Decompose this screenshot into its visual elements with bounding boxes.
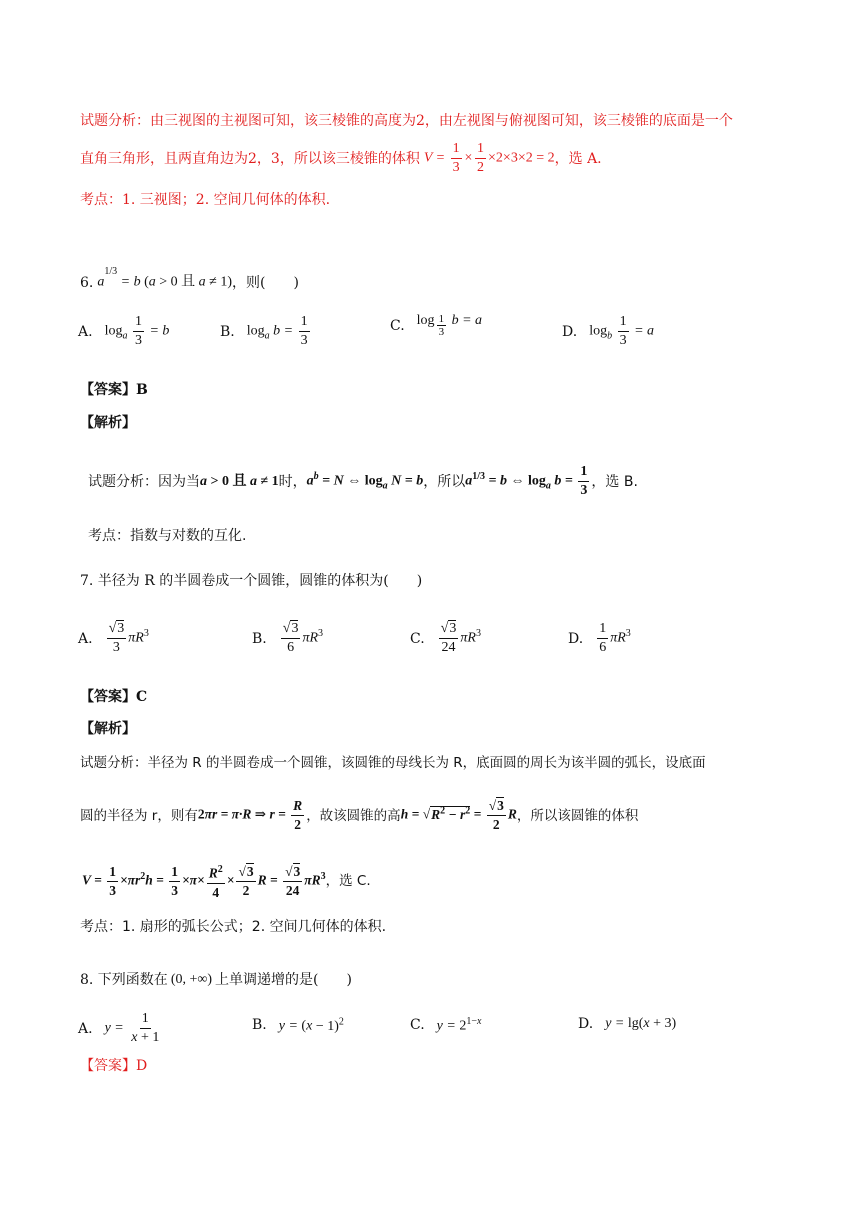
q8-interval: (0, +∞) [170, 972, 213, 987]
option-label: D. [578, 1016, 594, 1032]
q8-stem-text: 8. 下列函数在 [80, 972, 168, 988]
q8-option-b[interactable] [252, 1016, 344, 1035]
q5-analysis-line2 [80, 140, 602, 177]
q8-option-d[interactable] [578, 1016, 676, 1032]
q7-volume-formula: V = $\frac{1}{3}$ $\times\pi r^2h$ = $\frac{1}{3}$ ×π× $\frac{R^2}{4}$ × $\frac{√3}{2}$ R = $\frac{√3}{24}$ $\pi R^3$ [82, 861, 326, 902]
q6-choice: ，选 B. [591, 473, 638, 490]
q7-option-b[interactable] [252, 620, 323, 657]
q6-option-c[interactable] [390, 313, 482, 338]
option-formula: y = $\frac{1}{x + 1}$ [104, 1011, 160, 1045]
q6-analysis-text: ，所以 [423, 473, 466, 490]
q8-option-c[interactable] [410, 1016, 481, 1035]
q5-kaodian: 考点：1. 三视图；2. 空间几何体的体积. [80, 192, 331, 208]
q7-analysis-text: ，所以该圆锥的体积 [516, 807, 639, 824]
q8-answer: 【答案】D [80, 1058, 148, 1074]
option-label: C. [410, 630, 425, 647]
option-formula: $\frac{1}{6}$ $\pi R^3$ [599, 621, 631, 655]
q5-volume-formula: V = $\frac{1}{3}$ × $\frac{1}{2}$ ×2×3×2 = 2 [423, 141, 555, 175]
q6-result-formula: $a^{1/3} = b$ ⇔ $\log_a b$ = $\frac{1}{3}$ [465, 464, 588, 498]
q7-answer: 【答案】C [80, 689, 148, 705]
q6-option-d[interactable] [562, 313, 654, 350]
option-formula: $\frac{√3}{3}$ $\pi R^3$ [108, 621, 149, 655]
option-formula: $y = (x - 1)^2$ [278, 1016, 344, 1034]
q6-analysis-text: 时， [278, 473, 307, 490]
q7-option-d[interactable] [568, 620, 631, 657]
q7-analysis-line3 [82, 861, 371, 902]
q7-analysis-text: ，故该圆锥的高 [306, 807, 401, 824]
q8-stem-tail: 上单调递增的是( ) [215, 972, 352, 988]
q6-equivalence-formula: $a^b = N$ ⇔ $\log_a N = b$ [306, 470, 424, 492]
option-formula: $\log_a b$ = $\frac{1}{3}$ [246, 314, 308, 348]
q6-option-a[interactable] [78, 313, 169, 350]
q7-analysis-text: 圆的半径为 r，则有 [80, 807, 198, 824]
option-label: B. [252, 630, 267, 647]
q6-stem [80, 268, 299, 293]
q5-analysis-text: 直角三角形，且两直角边为2，3，所以该三棱锥的体积 [80, 150, 420, 167]
option-label: C. [390, 317, 405, 334]
q7-option-a[interactable] [78, 620, 149, 657]
option-formula: $\frac{√3}{24}$ $\pi R^3$ [440, 621, 481, 655]
option-formula: $y = 2^{1-x}$ [436, 1016, 482, 1034]
option-label: A. [78, 1020, 93, 1037]
q6-kaodian: 考点：指数与对数的互化. [88, 528, 247, 544]
q6-analysis-text: 试题分析：因为当 [88, 473, 200, 490]
q6-condition: $a^{1/3} = b$ (a > 0 且 a ≠ 1) [97, 266, 233, 290]
option-label: D. [568, 630, 584, 647]
option-formula: $\frac{√3}{6}$ $\pi R^3$ [282, 621, 324, 655]
q7-height-formula: $h = √R^2 - r^2$ = $\frac{√3}{2}$ R [400, 798, 517, 832]
q6-answer: 【答案】B [80, 382, 148, 398]
q8-option-a[interactable] [78, 1010, 163, 1047]
q6-stem-tail: ，则( ) [232, 274, 299, 291]
option-label: B. [220, 323, 235, 340]
option-label: A. [78, 630, 93, 647]
option-label: A. [78, 323, 93, 340]
option-formula: log $_{\frac{1}{3}}$ b = a [416, 313, 483, 338]
q7-choice: ，选 C. [325, 873, 371, 890]
q7-kaodian: 考点：1. 扇形的弧长公式；2. 空间几何体的体积. [80, 919, 387, 935]
option-label: C. [410, 1017, 425, 1034]
q6-condition-formula: a > 0 且 a ≠ 1 [200, 473, 279, 489]
q8-stem [80, 970, 352, 990]
q5-choice: ，选 A. [554, 150, 602, 167]
option-formula: $\log_b$ $\frac{1}{3}$ = a [589, 314, 655, 348]
option-formula: $\log_a$ $\frac{1}{3}$ = b [104, 314, 170, 348]
q6-jiexi-heading: 【解析】 [80, 415, 136, 431]
q7-jiexi-heading: 【解析】 [80, 721, 136, 737]
q6-number: 6. [80, 274, 94, 291]
q7-option-c[interactable] [410, 620, 481, 657]
q7-stem: 7. 半径为 R 的半圆卷成一个圆锥，圆锥的体积为( ) [80, 573, 423, 589]
option-label: D. [562, 323, 578, 340]
option-label: B. [252, 1017, 267, 1034]
q7-analysis-line2 [80, 797, 638, 834]
option-formula: y = lg(x + 3) [605, 1016, 677, 1031]
q6-option-b[interactable] [220, 313, 312, 350]
q7-radius-formula: 2πr = π·R ⇒ r = $\frac{R}{2}$ [197, 798, 303, 832]
q5-analysis-line1: 试题分析：由三视图的主视图可知，该三棱锥的高度为2，由左视图与俯视图可知，该三棱锥的底面是一个 [80, 113, 733, 129]
q6-analysis [88, 463, 638, 500]
q7-analysis-line1: 试题分析：半径为 R 的半圆卷成一个圆锥，该圆锥的母线长为 R，底面圆的周长为该半圆的弧长，设底面 [80, 755, 706, 771]
